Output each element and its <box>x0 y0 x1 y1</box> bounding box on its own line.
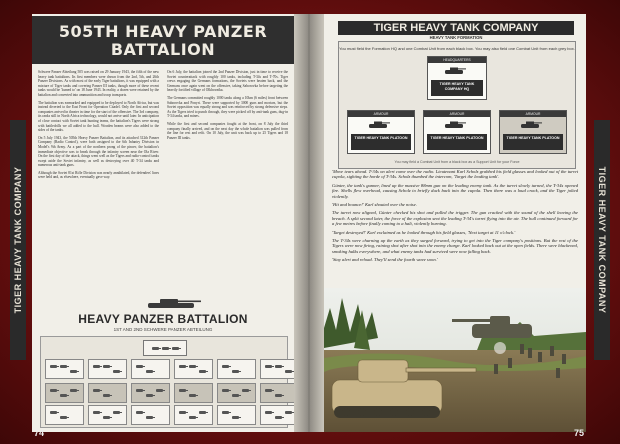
hq-unit-card <box>427 56 487 100</box>
formation-diagram <box>338 41 576 169</box>
platoon-unit-card <box>347 110 415 154</box>
paragraph: The T-34s were churning up the earth as they surged forward, trying to get into the Tiger company's positions. But the rest of the Tigers were now firing, raining shot after shot into the enemy charge. Karl looked back out at the open fields. There were blackened, smoking hulks everywhere, and what enemy tanks had survived were now falling back. <box>332 238 578 254</box>
paragraph: Schwere Panzer Abteilung 505 was raised on 29 January 1943, the fifth of the new heavy tank battalions. Its first members were drawn from the 2nd, 5th, and 26th Panzer Divisions. As with most of the early Tiger battalions, it was equipped with a mixture of Tiger tanks and covering Panzer III tanks, though more of these recent tanks would be 'loaned to' on 18 June 1943. In reality, a dozen were retained by the battalion and converted into ammunition and troop transports. <box>38 70 159 97</box>
formation-subtitle: HEAVY TANK FORMATION <box>429 35 483 40</box>
paragraph: 'Hit and bounce!' Karl shouted over the noise. <box>332 202 417 208</box>
side-tab-left <box>10 120 26 360</box>
paragraph: 'Stay alert and reload. They'll send the fourth wave soon.' <box>332 257 438 263</box>
unit-card-cap: HEADQUARTERS <box>428 57 486 63</box>
org-unit-box <box>260 359 294 379</box>
org-unit-box <box>45 359 84 379</box>
history-text <box>38 70 288 298</box>
formation-instructions: You must field the Formation HQ and one Combat Unit from each black box. You may also field one Combat Unit from each grey box. <box>339 46 575 51</box>
page-title-banner <box>32 16 294 64</box>
book-gutter <box>294 14 324 432</box>
side-tab-left-label: TIGER HEAVY TANK COMPANY <box>13 166 23 314</box>
paragraph: Günter, the tank's gunner, lined up the massive 88mm gun on the leading enemy tank. As the turret slowly turned, the T-34s opened fire. Shells flew overhead, causing Scholz to briefly duck back into the cupola. Then there was a loud crack, and the Tiger jolted violently. <box>332 182 578 199</box>
org-row <box>45 383 294 403</box>
org-unit-box <box>174 405 213 425</box>
page-number-left: 74 <box>34 428 45 438</box>
platoon-unit-card <box>423 110 491 154</box>
org-row <box>45 405 294 425</box>
platoon-unit-card <box>499 110 567 154</box>
org-unit-box <box>260 383 294 403</box>
battalion-org-chart <box>40 336 288 428</box>
org-unit-box <box>131 383 170 403</box>
org-unit-box <box>260 405 294 425</box>
unit-card-label: TIGER HEAVY TANK PLATOON <box>427 134 487 150</box>
org-unit-box <box>88 359 127 379</box>
org-unit-box <box>174 359 213 379</box>
side-tab-right <box>594 120 610 360</box>
tiger-tank-icon <box>368 120 390 129</box>
org-row <box>45 359 294 379</box>
org-unit-box <box>88 405 127 425</box>
unit-card-label: TIGER HEAVY TANK PLATOON <box>351 134 411 150</box>
org-unit-box <box>88 383 127 403</box>
paragraph: Although the Soviet 81st Rifle Division was nearly annihilated, the defenders' lines were held and, as elsewhere, eventually gave way. <box>38 170 159 180</box>
unit-card-cap: ARMOUR <box>424 111 490 117</box>
page-number-right: 75 <box>573 428 584 438</box>
unit-card-label: TIGER HEAVY TANK COMPANY HQ <box>431 80 483 96</box>
text-column-1 <box>38 70 159 298</box>
paragraph: 'Target destroyed!' Karl exclaimed as he looked through his field glasses, 'Next target at 11 o'clock.' <box>332 229 516 235</box>
tiger-tank-icon <box>444 120 466 129</box>
paragraph: The turret now aligned, Günter checked his shot and pulled the trigger. The gun cracked with the sound of the shell leaving the breach. A split second later, the force of the explosion sent the leading T-34's turret flying into the air. The hull continued forward for a few metres before finally coming to a halt, violently burning. <box>332 210 578 227</box>
org-unit-box <box>45 383 84 403</box>
right-page <box>324 14 586 432</box>
paragraph: On 5 July 1943, the 505th Heavy Panzer Battalion, and its attached 312th Panzer Company (Radio Control), were both assigned to the 6th Infantry Division in Model's 9th Army. As a part of the northern prong of the pincer, the battalion's immediate objective was to break through the infantry screen near the Ola River. On the first day of the attack, things went well as the Tigers and radio-control tanks swept aside the Soviet infantry, as well as destroying over 40 T-34 tanks and numerous anti-tank guns. <box>38 135 159 168</box>
org-unit-box <box>45 405 84 425</box>
diorama-photo <box>324 288 586 432</box>
paragraph: The battalion was earmarked and equipped to be deployed to North Africa, but was instead diverted to the East Front for Operation Citadel. Only the first and second companies arrived in theater in time for the start of the offensive. The 3rd company, its ranks still in North Africa technology, would not arrive until later. In anticipation of close contact with Soviet tank hunting teams, the battalion's Tigers were strong with battledrills we all added to the hull. Wooden beams were also added to the sides of the tanks. <box>38 100 159 133</box>
unit-card-cap: ARMOUR <box>348 111 414 117</box>
page-title-line1: 505TH HEAVY PANZER <box>58 22 268 41</box>
battalion-org-subtitle: 1ST AND 2ND SCHWERE PANZER ABTEILUNG <box>113 327 213 332</box>
text-column-2 <box>167 70 288 298</box>
org-unit-box <box>131 405 170 425</box>
paragraph: On 6 July, the battalion joined the 2nd Panzer Division, just in time to receive the Soviet counterattack with roughly 100 tanks, including T-34s and T-70s. Tiger crews engaging the Germans formations, the Soviets were beaten back, and the Germans once again went on the offensive, taking Saborovka before targeting the heavily fortified village of Olkhovatka. <box>167 70 288 93</box>
page-title-line2: BATTALION <box>110 40 216 59</box>
paragraph: The Germans committed roughly 1000 tanks along a 10km (6 miles) front between Saborovka and Ponyri. These were supported by 3000 guns and mortars, but the Soviet opposition was equally strong and was reinforced by strong defensive steps. As the Tigers tried to punch through, they were picked off by anti-tank guns, dug-in T-34 tanks, and mines. <box>167 95 288 119</box>
paragraph: While the first and second companies fought at the front, on 8 July the third company finally arrived, and on the next day the whole battalion was pulled from the line for rest and refit. On 10 July, the unit was back up to 25 Tigers and 18 Panzer III tanks. <box>167 121 288 140</box>
tiger-tank-icon <box>444 66 466 75</box>
formation-footnote: You may field a Combat Unit from a black box as a Support Unit for your Force <box>394 160 520 164</box>
unit-card-label: TIGER HEAVY TANK PLATOON <box>503 134 563 150</box>
tiger-tank-icon <box>520 120 542 129</box>
side-tab-right-label: TIGER HEAVY TANK COMPANY <box>597 166 607 314</box>
org-unit-box <box>174 383 213 403</box>
paragraph: 'Move tears ahead. T-34s on alert come over the radio. Lieutenant Karl Scholz grabbed his field glasses and looked out of the turret cupola, sighting the horde of T-34s. Scholz thumbed the intercom, 'Target the leading tank'. <box>332 169 578 180</box>
org-unit-box <box>217 405 256 425</box>
unit-card-cap: ARMOUR <box>500 111 566 117</box>
left-page <box>32 14 294 432</box>
story-text <box>332 169 578 287</box>
org-unit-box <box>131 359 170 379</box>
battalion-org-title: HEAVY PANZER BATTALION <box>78 312 248 326</box>
org-unit-box <box>217 383 256 403</box>
org-hq-box <box>143 340 187 356</box>
tank-silhouette-icon <box>144 296 204 310</box>
org-unit-box <box>217 359 256 379</box>
formation-title: TIGER HEAVY TANK COMPANY <box>338 21 574 35</box>
